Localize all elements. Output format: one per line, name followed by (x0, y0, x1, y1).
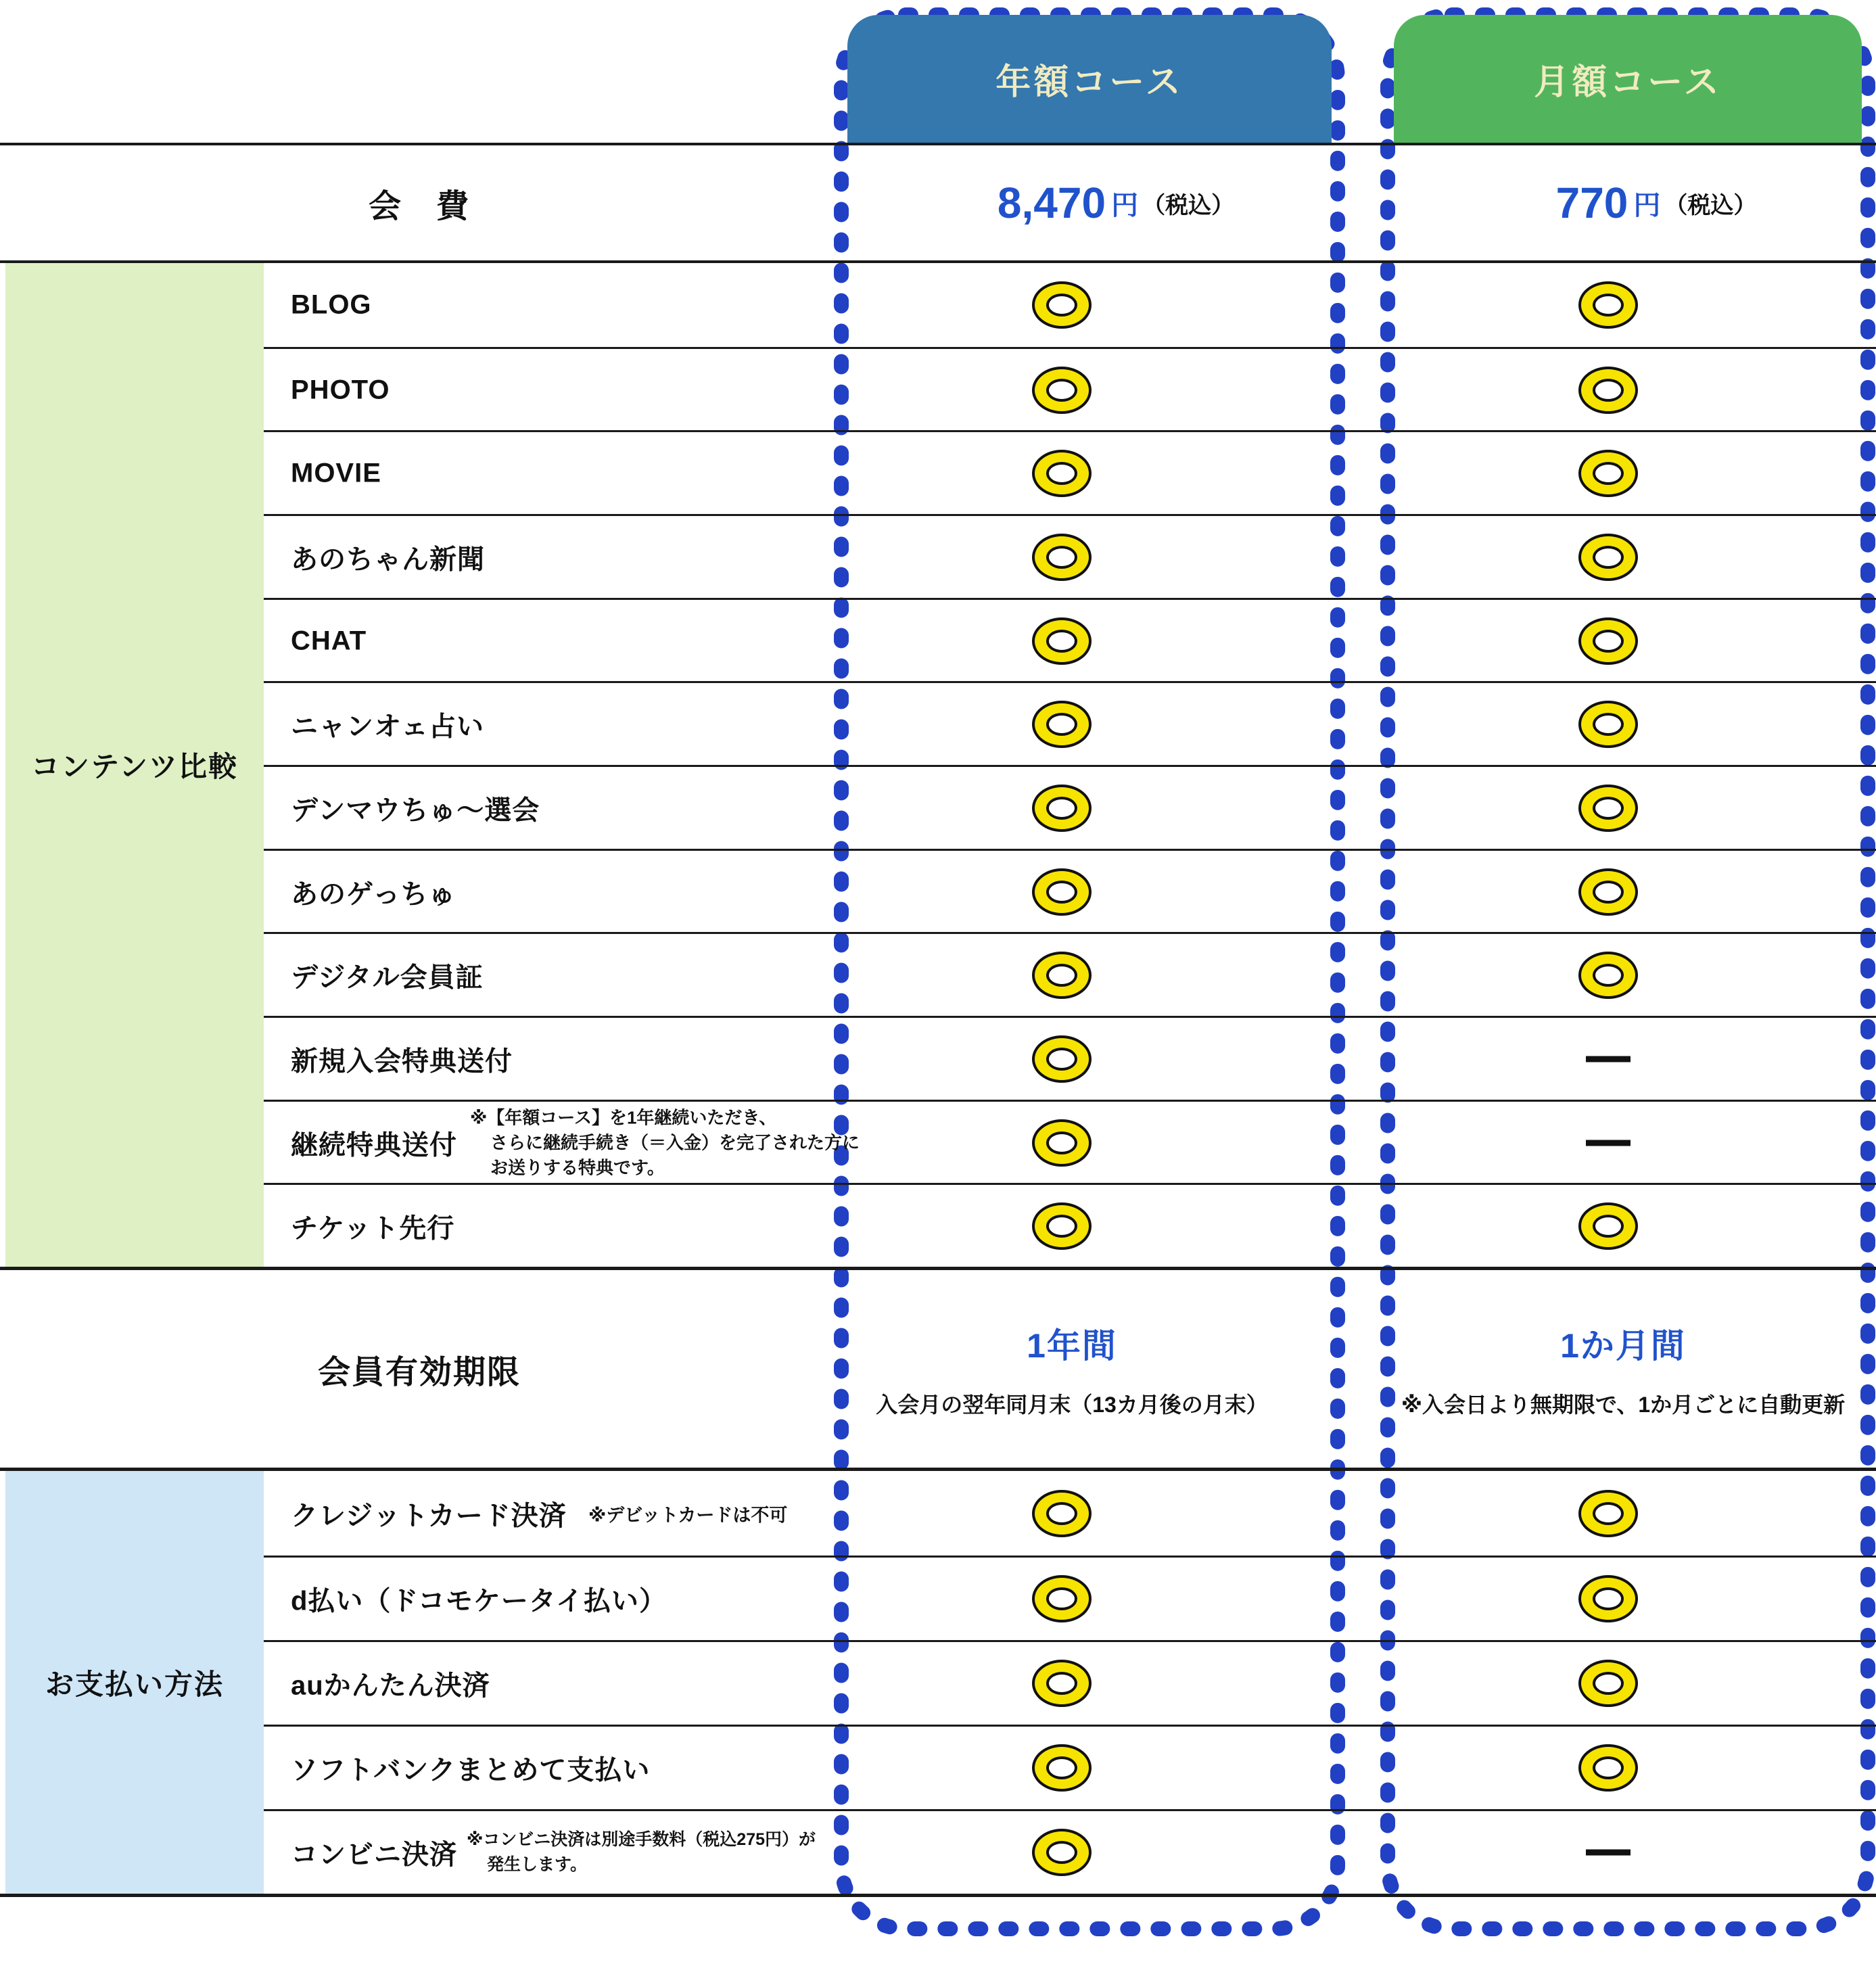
row-label: BLOG (291, 289, 372, 320)
dash-mark-icon (1586, 1850, 1631, 1856)
circle-mark-icon (1578, 1744, 1638, 1792)
row-note-line: ※【年額コース】を1年継続いただき、 (470, 1107, 777, 1127)
annual-validity-note: 入会月の翌年同月末（13カ月後の月末） (876, 1393, 1268, 1417)
monthly-plan-label: 月額コース (1534, 63, 1722, 102)
annual-validity-title: 1年間 (1027, 1327, 1117, 1365)
monthly-validity-note: ※入会日より無期限で、1か月ごとに自動更新 (1401, 1393, 1846, 1417)
row-label: クレジットカード決済 (291, 1501, 567, 1530)
circle-mark-icon (1032, 1660, 1092, 1707)
content-section-sidebar (5, 263, 264, 1267)
row-label: CHAT (291, 626, 367, 655)
table-row (264, 1556, 1876, 1640)
row-label: 継続特典送付 (291, 1130, 457, 1160)
circle-mark-icon (1578, 1575, 1638, 1622)
row-note-line: さらに継続手続き（＝入金）を完了された方に (490, 1132, 860, 1152)
payment-section-label: お支払い方法 (45, 1668, 224, 1700)
row-label: ソフトバンクまとめて支払い (291, 1755, 651, 1785)
validity-row-label: 会員有効期限 (317, 1354, 521, 1390)
circle-mark-icon (1032, 1575, 1092, 1622)
row-label: d払い（ドコモケータイ払い） (291, 1586, 667, 1616)
table-row (264, 1809, 1876, 1894)
row-note: ※デビットカードは不可 (588, 1505, 788, 1525)
annual-fee-unit: 円 (1111, 190, 1139, 220)
table-row (264, 1725, 1876, 1809)
row-label: デンマウちゅ～選会 (291, 795, 540, 825)
row-label: デジタル会員証 (291, 962, 484, 992)
table-row (264, 1640, 1876, 1725)
row-label: コンビニ決済 (291, 1840, 457, 1870)
monthly-validity-title: 1か月間 (1560, 1327, 1686, 1365)
monthly-fee-amount: 770 (1555, 179, 1628, 227)
monthly-fee-tax-note: （税込） (1664, 192, 1757, 218)
content-section-label: コンテンツ比較 (31, 751, 238, 782)
row-label: 新規入会特典送付 (291, 1046, 513, 1076)
row-label: auかんたん決済 (291, 1670, 490, 1701)
row-label: MOVIE (291, 458, 381, 488)
row-label: チケット先行 (291, 1213, 455, 1243)
circle-mark-icon (1032, 1490, 1092, 1537)
circle-mark-icon (1578, 1660, 1638, 1707)
row-note-line: お送りする特典です。 (490, 1157, 665, 1177)
row-label: あのちゃん新聞 (291, 544, 485, 574)
annual-plan-label: 年額コース (995, 63, 1183, 102)
circle-mark-icon (1032, 1744, 1092, 1792)
table-row (264, 1471, 1876, 1556)
monthly-fee-unit: 円 (1633, 190, 1661, 220)
payment-section-sidebar (5, 1471, 264, 1894)
fee-row-label: 会 費 (368, 188, 470, 225)
row-label: あのゲっちゅ (291, 879, 456, 909)
row-label: PHOTO (291, 375, 390, 404)
annual-fee-tax-note: （税込） (1142, 192, 1235, 218)
row-note-line: ※コンビニ決済は別途手数料（税込275円）が (467, 1830, 816, 1849)
payment-rows (264, 0, 1876, 1964)
circle-mark-icon (1032, 1829, 1092, 1876)
row-note-block (467, 1827, 816, 1877)
annual-fee-amount: 8,470 (997, 179, 1106, 227)
circle-mark-icon (1578, 1490, 1638, 1537)
row-label: ニャンオェ占い (291, 711, 484, 741)
row-note-line: 発生します。 (487, 1855, 588, 1874)
